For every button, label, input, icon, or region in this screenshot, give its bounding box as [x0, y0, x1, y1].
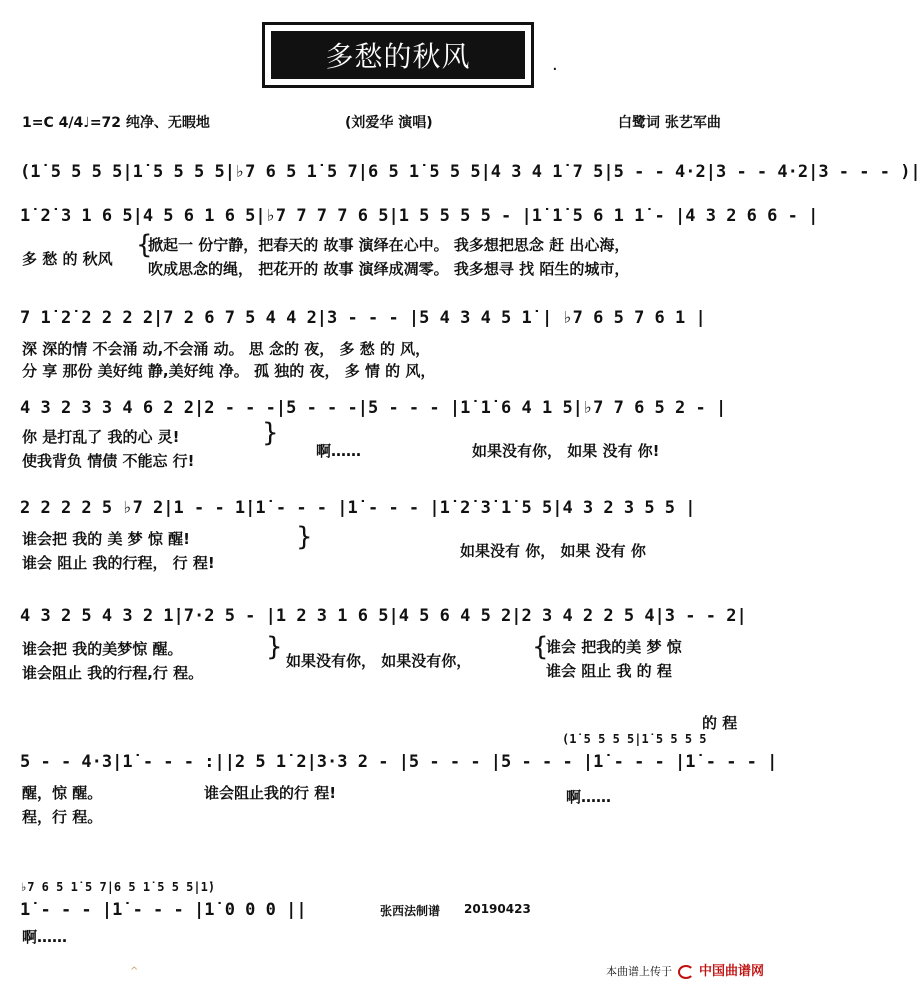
close-bracket: } [266, 632, 283, 662]
notation-line-4: 4 3 2 3 3 4 6 2 2|2 - - -|5 - - -|5 - - - |1̇ 1̇ 6 4 1 5|♭7 7 6 5 2 - | [20, 398, 727, 418]
lyric-verse-2-end: 谁会 阻止 我 的 程 [546, 662, 672, 680]
lyric-refrain: 谁会阻止我的行 程! [204, 784, 337, 802]
notation-line-2: 1̇ 2̇ 3 1 6 5|4 5 6 1 6 5|♭7 7 7 7 6 5|1 5 5 5 5 - |1̇ 1̇ 5 6 1 1̇ - |4 3 2 6 6 - | [20, 206, 819, 226]
lyric-ah: 啊…… [566, 788, 612, 806]
footer-prefix: 本曲谱上传于 [606, 965, 672, 978]
authors: 白鹭词 张艺军曲 [618, 115, 721, 131]
cursor-mark: ^ [130, 966, 139, 977]
lyric-verse-1: 深 深的情 不会涌 动,不会涌 动。 思 念的 夜， 多 愁 的 风， [22, 340, 431, 358]
repeat-bracket: { [532, 632, 549, 662]
lyric-verse-1: 谁会把 我的 美 梦 惊 醒! [22, 530, 190, 548]
lyric-verse-1-end: 谁会 把我的美 梦 惊 [546, 638, 682, 656]
notation-line-3: 7 1̇ 2̇ 2 2 2 2|7 2 6 7 5 4 4 2|3 - - - |5 4 3 4 5 1̇ | ♭7 6 5 7 6 1 | [20, 308, 706, 328]
title-box [262, 22, 534, 88]
title-dot: . [552, 54, 558, 75]
lyric-ah: 啊…… [22, 928, 68, 946]
lyric-refrain: 如果没有你， 如果 没有 你! [472, 442, 660, 460]
lyric-verse-2: 谁会 阻止 我的行程， 行 程! [22, 554, 215, 572]
repeat-bracket: { [136, 230, 153, 260]
close-bracket: } [262, 418, 279, 448]
lyric-refrain: 如果没有你， 如果没有你， [286, 652, 472, 670]
key-tempo: 1=C 4/4♩=72 纯净、无暇地 [22, 115, 210, 131]
ossia-notes: ♭7 6 5 1̇ 5 7|6 5 1̇ 5 5 5|1̇) [20, 880, 216, 894]
footer-site-link[interactable]: 中国曲谱网 [699, 964, 765, 979]
lyric-verse-1: 醒，惊 醒。 [22, 784, 103, 802]
lyric-line: 多 愁 的 秋风 [22, 250, 113, 268]
lyric-verse-2: 使我背负 情债 不能忘 行! [22, 452, 195, 470]
lyric-upper: 的 程 [702, 714, 738, 732]
song-title: 多愁的秋风 [271, 31, 525, 79]
lyric-verse-1: 谁会把 我的美梦惊 醒。 [22, 640, 183, 658]
notation-line-1: (1̇ 5 5 5 5|1̇ 5 5 5 5|♭7 6 5 1̇ 5 7|6 5 1̇ 5 5 5|4 3 4 1̇ 7 5|5 - - 4·2|3 - - 4·2|3 - - - )| [20, 162, 921, 182]
transcription-date: 20190423 [464, 902, 531, 916]
lyric-verse-2: 程，行 程。 [22, 808, 103, 826]
notation-line-6: 4 3 2 5 4 3 2 1̇|7·2 5 - |1 2 3 1 6 5|4 5 6 4 5 2|2 3 4 2 2 5 4|3 - - 2| [20, 606, 747, 626]
ossia-notes: (1̇ 5 5 5 5|1̇ 5 5 5 5 [562, 732, 707, 746]
site-logo-icon [678, 965, 694, 979]
close-bracket: } [296, 522, 313, 552]
notation-line-8: 1̇ - - - |1̇ - - - |1̇ 0 0 0 || [20, 900, 307, 920]
lyric-refrain: 如果没有 你， 如果 没有 你 [460, 542, 646, 560]
upload-footer [606, 960, 764, 979]
lyric-verse-2: 分 享 那份 美好纯 静,美好纯 净。 孤 独的 夜， 多 情 的 风， [22, 362, 436, 380]
notation-line-7: 5 - - 4·3|1̇ - - - :||2 5 1̇ 2|3·3 2 - |5 - - - |5 - - - |1̇ - - - |1̇ - - - | [20, 752, 778, 772]
notation-line-5: 2 2 2 2 5 ♭7 2|1 - - 1̇|1̇ - - - |1̇ - - - |1̇ 2̇ 3̇ 1̇ 5 5|4 3 2 3 5 5 | [20, 498, 696, 518]
lyric-verse-1: 你 是打乱了 我的心 灵! [22, 428, 180, 446]
lyric-verse-2: 吹成思念的绳， 把花开的 故事 演绎成凋零。 我多想寻 找 陌生的城市， [148, 260, 630, 278]
lyric-ah: 啊…… [316, 442, 362, 460]
transcriber-credit: 张西法制谱 [380, 904, 441, 918]
singer: (刘爱华 演唱) [345, 115, 433, 131]
lyric-verse-1: 掀起一 份宁静，把春天的 故事 演绎在心中。 我多想把思念 赶 出心海， [148, 236, 630, 254]
lyric-verse-2: 谁会阻止 我的行程,行 程。 [22, 664, 204, 682]
